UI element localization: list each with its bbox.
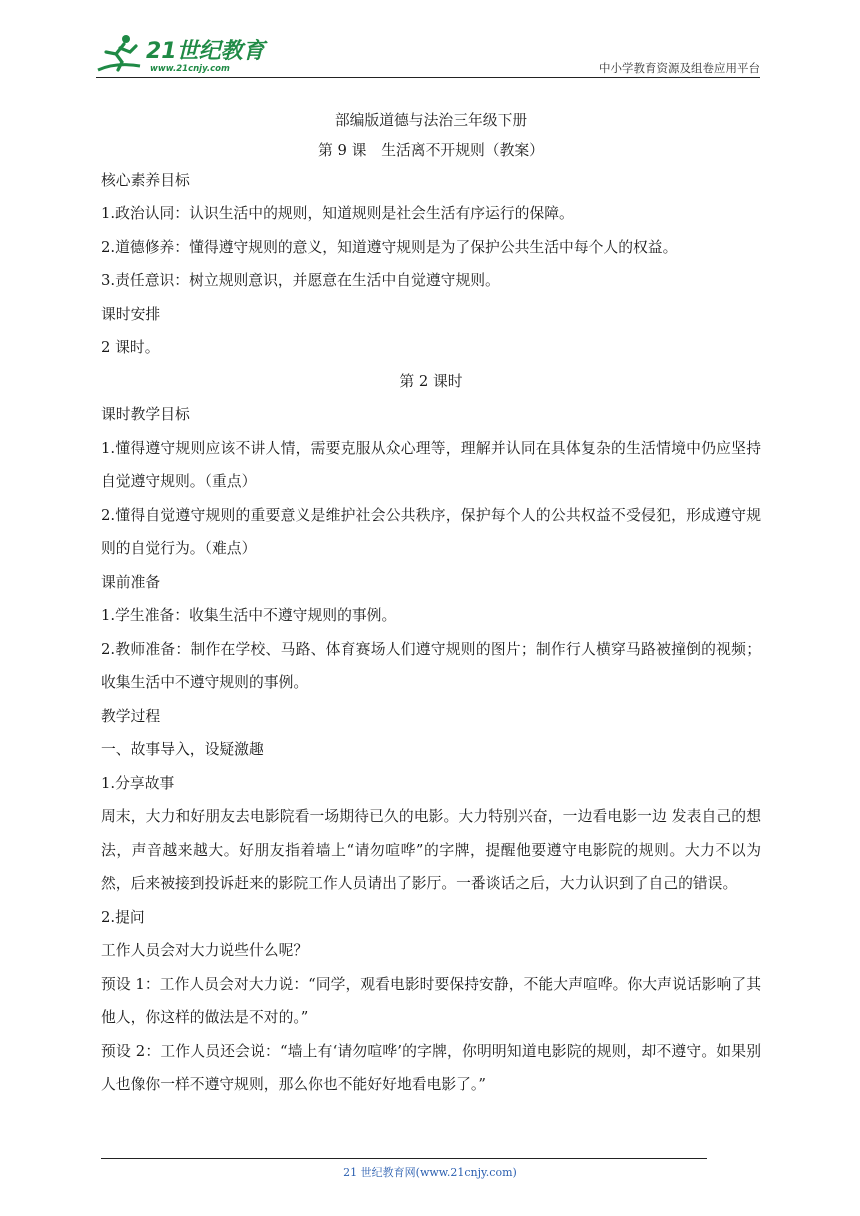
footer: 21 世纪教育网(www.21cnjy.com)	[343, 1166, 517, 1179]
paragraph: 3.责任意识：树立规则意识，并愿意在生活中自觉遵守规则。	[101, 272, 500, 289]
heading-core-goals: 核心素养目标	[101, 171, 190, 189]
paragraph: 2.懂得自觉遵守规则的重要意义是维护社会公共秩序，保护每个人的公共权益不受侵犯，形成遵守规则的自觉行为。（难点）	[101, 506, 761, 557]
doc-title: 部编版道德与法治三年级下册	[334, 112, 528, 129]
paragraph: 2.道德修养：懂得遵守规则的意义，知道遵守规则是为了保护公共生活中每个人的权益。	[101, 238, 678, 256]
logo-text: 21世纪教育	[146, 39, 265, 64]
paragraph: 2.教师准备：制作在学校、马路、体育赛场人们遵守规则的图片；制作行人横穿马路被撞倒的视频；收集生活中不遵守规则的事例。	[101, 640, 761, 691]
subheading: 一、故事导入，设疑激趣	[101, 741, 264, 758]
section-title: 第 2 课时	[399, 372, 463, 390]
subheading: 2.提问	[101, 908, 145, 926]
paragraph: 1.学生准备：收集生活中不遵守规则的事例。	[101, 607, 397, 624]
logo	[96, 32, 296, 76]
paragraph: 预设 1：工作人员会对大力说：“同学，观看电影时要保持安静，不能大声喧哗。你大声说话影响了其他人，你这样的做法是不对的。”	[101, 975, 761, 1026]
paragraph-story: 周末，大力和好朋友去电影院看一场期待已久的电影。大力特别兴奋，一边看电影一边 发表自己的想法，声音越来越大。好朋友指着墙上“请勿喧哗”的字牌，提醒他要遵守电影院的规则。大力不以为然，后来被接到投诉赶来的影院工作人员请出了影厅。一番谈话之后，大力认识到了自己的错误。	[101, 808, 761, 892]
heading-process: 教学过程	[101, 707, 161, 725]
footer-divider	[101, 1158, 707, 1159]
header-divider	[96, 77, 760, 78]
subheading: 1.分享故事	[101, 774, 175, 792]
heading-schedule: 课时安排	[101, 305, 161, 323]
runner-logo-icon	[96, 32, 144, 76]
heading-preparation: 课前准备	[101, 573, 161, 591]
paragraph: 预设 2：工作人员还会说：“墙上有‘请勿喧哗’的字牌，你明明知道电影院的规则，却不遵守。如果别人也像你一样不遵守规则，那么你也不能好好地看电影了。”	[101, 1042, 761, 1093]
doc-subtitle: 第 9 课 生活离不开规则（教案）	[318, 141, 544, 159]
header-tagline: 中小学教育资源及组卷应用平台	[599, 61, 760, 75]
page-header	[96, 30, 760, 80]
logo-url: www.21cnjy.com	[150, 64, 230, 74]
paragraph: 1.懂得遵守规则应该不讲人情，需要克服从众心理等，理解并认同在具体复杂的生活情境中仍应坚持自觉遵守规则。（重点）	[101, 439, 761, 490]
paragraph: 工作人员会对大力说些什么呢？	[101, 942, 309, 959]
document-body	[101, 104, 761, 1102]
paragraph: 1.政治认同：认识生活中的规则，知道规则是社会生活有序运行的保障。	[101, 205, 574, 222]
heading-lesson-goals: 课时教学目标	[101, 406, 190, 423]
paragraph: 2 课时。	[101, 339, 160, 356]
